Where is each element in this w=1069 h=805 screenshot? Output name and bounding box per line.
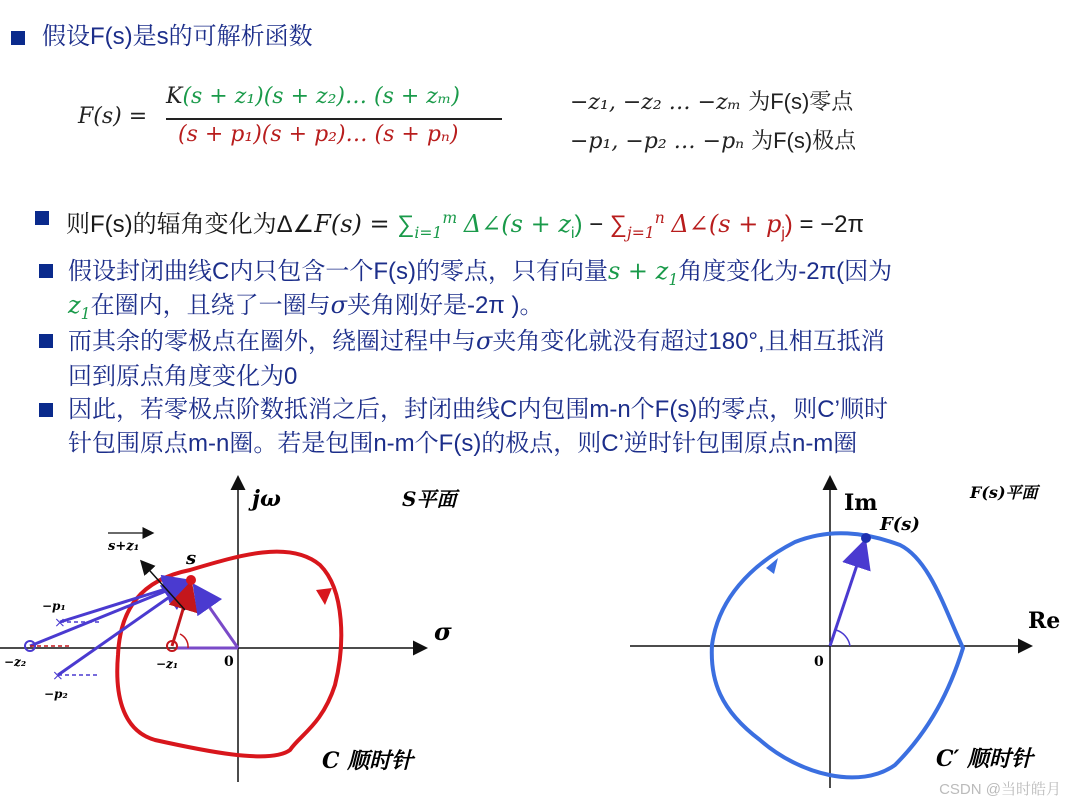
bullet-3 — [39, 334, 53, 348]
f-plane-title: F(s)平面 — [970, 483, 1038, 502]
b2-vector: $s + z_1$ — [607, 257, 679, 289]
curve-c-arrow — [316, 588, 332, 605]
f-plane-caption: C′ 顺时针 — [936, 746, 1033, 772]
formula-numerator — [166, 84, 460, 109]
s-x-axis-label: σ — [434, 617, 452, 646]
zeros-description — [570, 85, 853, 116]
vector-sz1-label: s+z₁ — [108, 539, 140, 554]
point-f-label: F(s) — [880, 514, 920, 535]
b1-sum-1: $\sum_{i=1}^m$ Δ∠(s + $z_i$) — [397, 209, 583, 242]
heading-bullet — [11, 31, 25, 45]
b1-minus: − — [582, 211, 610, 238]
b1-formula-left: F(s) = — [314, 210, 398, 238]
s-plane-title: S平面 — [402, 487, 457, 511]
pole-p2-mark: × — [52, 668, 64, 684]
poles-text: 为F(s)极点 — [751, 128, 857, 153]
f-x-axis-label: Re — [1028, 608, 1061, 634]
bullet-1-text — [66, 202, 864, 250]
bullet-3-line-1: 而其余的零极点在圈外，绕圈过程中与σ夹角变化就没有超过180°,且相互抵消 — [68, 327, 885, 355]
bullet-4-line-1: 因此，若零极点阶数抵消之后，封闭曲线C内包围m-n个F(s)的零点，则C’顺时 — [68, 396, 888, 423]
p1-label: −p₁ — [42, 599, 66, 613]
numerator-terms: (s + z₁)(s + z₂)… (s + zₘ) — [182, 84, 460, 109]
vector-f — [830, 544, 864, 646]
bullet-4 — [39, 403, 53, 417]
bullet-1 — [35, 211, 49, 225]
p2-label: −p₂ — [44, 687, 68, 701]
pole-p1-mark: × — [54, 615, 66, 631]
angle-arc-f — [836, 630, 850, 646]
s-plane-caption: C 顺时针 — [322, 748, 414, 774]
vector-from-z2 — [30, 582, 188, 646]
b2-z1: $z_1$ — [68, 291, 91, 323]
s-origin-label: 0 — [224, 654, 234, 670]
z1-label: −z₁ — [156, 657, 179, 671]
s-y-axis-label: jω — [252, 486, 281, 512]
bullet-2-line-2: $z_1$在圈内，且绕了一圈与σ夹角刚好是-2π )。 — [68, 291, 544, 323]
f-y-axis-label: Im — [844, 490, 878, 516]
fraction-bar — [166, 118, 502, 120]
vector-from-origin — [196, 588, 238, 648]
zeros-label: −z₁, −z₂ … −zₘ — [570, 90, 742, 115]
bullet-2-line-1: 假设封闭曲线C内只包含一个F(s)的零点，只有向量$s + z_1$角度变化为-2π(因为 — [68, 257, 893, 289]
point-s-label: s — [186, 548, 197, 569]
watermark: CSDN @当时皓月 — [939, 781, 1061, 798]
f-origin-label: 0 — [814, 654, 824, 670]
b1-prefix: 则F(s)的辐角变化为Δ∠ — [66, 211, 315, 238]
s-plane-diagram — [0, 470, 470, 805]
bullet-2 — [39, 264, 53, 278]
point-s — [186, 575, 196, 585]
z2-label: −z₂ — [4, 655, 27, 669]
bullet-3-line-2: 回到原点角度变化为0 — [68, 363, 298, 390]
formula-denominator: (s + p₁)(s + p₂)… (s + pₙ) — [178, 122, 459, 147]
heading-text: 假设F(s)是s的可解析函数 — [42, 23, 313, 50]
zeros-text: 为F(s)零点 — [748, 89, 854, 114]
b1-result: = −2π — [792, 211, 865, 238]
b1-sum-2: $\sum_{j=1}^n$ Δ∠(s + $p_j$) — [609, 209, 793, 242]
curve-c-prime — [712, 533, 963, 777]
poles-description — [570, 124, 856, 155]
poles-label: −p₁, −p₂ … −pₙ — [570, 129, 745, 154]
f-plane-diagram — [600, 470, 1069, 805]
formula-lhs: F(s) = — [78, 104, 148, 129]
numerator-k: K — [166, 84, 183, 109]
angle-arc-z1 — [180, 634, 188, 648]
point-f — [861, 533, 871, 543]
bullet-4-line-2: 针包围原点m-n圈。若是包围n-m个F(s)的极点，则C’逆时针包围原点n-m圈 — [68, 430, 858, 457]
